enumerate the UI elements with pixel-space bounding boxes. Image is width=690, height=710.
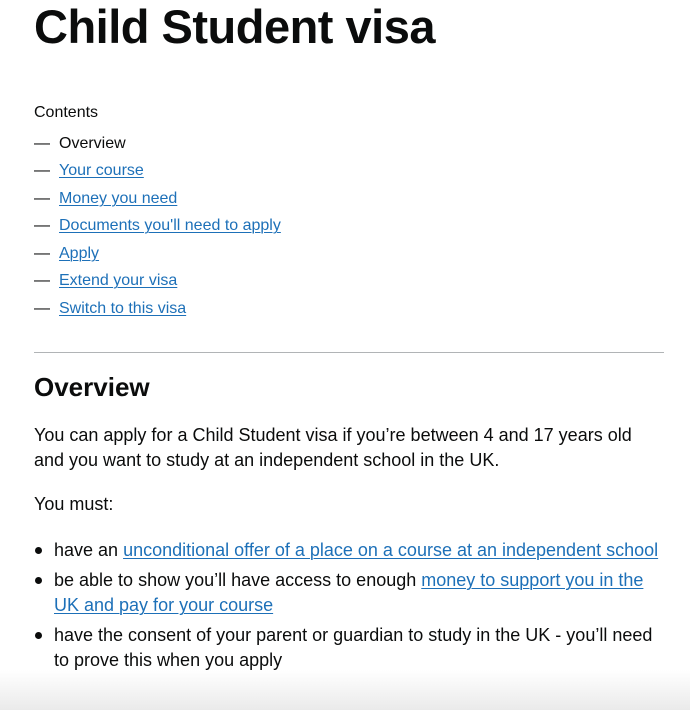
bullet-text: be able to show you’ll have access to enough [54,570,422,590]
contents-item-extend-your-visa [34,268,281,296]
dash-icon: — [34,162,50,180]
dash-icon: — [34,272,50,290]
requirements-list [34,538,664,678]
contents-item-switch-to-this-visa [34,295,281,323]
page-title: Child Student visa [34,0,435,53]
contents-link-extend-your-visa[interactable]: Extend your visa [59,272,178,290]
overview-intro: You can apply for a Child Student visa if you’re between 4 and 17 years old and you want to study at an independent school in the UK. [34,425,632,470]
dash-icon: — [34,244,50,262]
bullet-text: have an [54,540,124,560]
contents-item-your-course [34,158,281,186]
overview-heading: Overview [34,372,150,402]
contents-list [34,130,281,323]
offer-of-place-link[interactable]: unconditional offer of a place on a course at an independent school [123,540,659,560]
bullet-text: have the consent of your parent or guardian to study in the UK - you’ll need to prove this when you apply [54,625,653,670]
contents-item-apply [34,240,281,268]
contents-link-money-you-need[interactable]: Money you need [59,189,178,207]
contents-link-apply[interactable]: Apply [59,244,100,262]
list-item [34,568,664,618]
contents-item-documents [34,213,281,241]
dash-icon: — [34,189,50,207]
dash-icon: — [34,299,50,317]
list-item [34,538,664,563]
dash-icon: — [34,134,50,152]
contents-item-overview [34,130,281,158]
list-item [34,623,664,673]
contents-link-documents[interactable]: Documents you'll need to apply [59,217,281,235]
contents-heading: Contents [34,104,99,121]
dash-icon: — [34,217,50,235]
contents-link-your-course[interactable]: Your course [59,162,144,180]
section-divider [34,352,664,353]
money-support-link[interactable]: money to support you in the UK and pay for your course [54,570,644,615]
must-label: You must: [34,494,114,514]
contents-current-overview: Overview [59,134,126,152]
contents-link-switch-to-this-visa[interactable]: Switch to this visa [59,299,187,317]
contents-item-money-you-need [34,185,281,213]
